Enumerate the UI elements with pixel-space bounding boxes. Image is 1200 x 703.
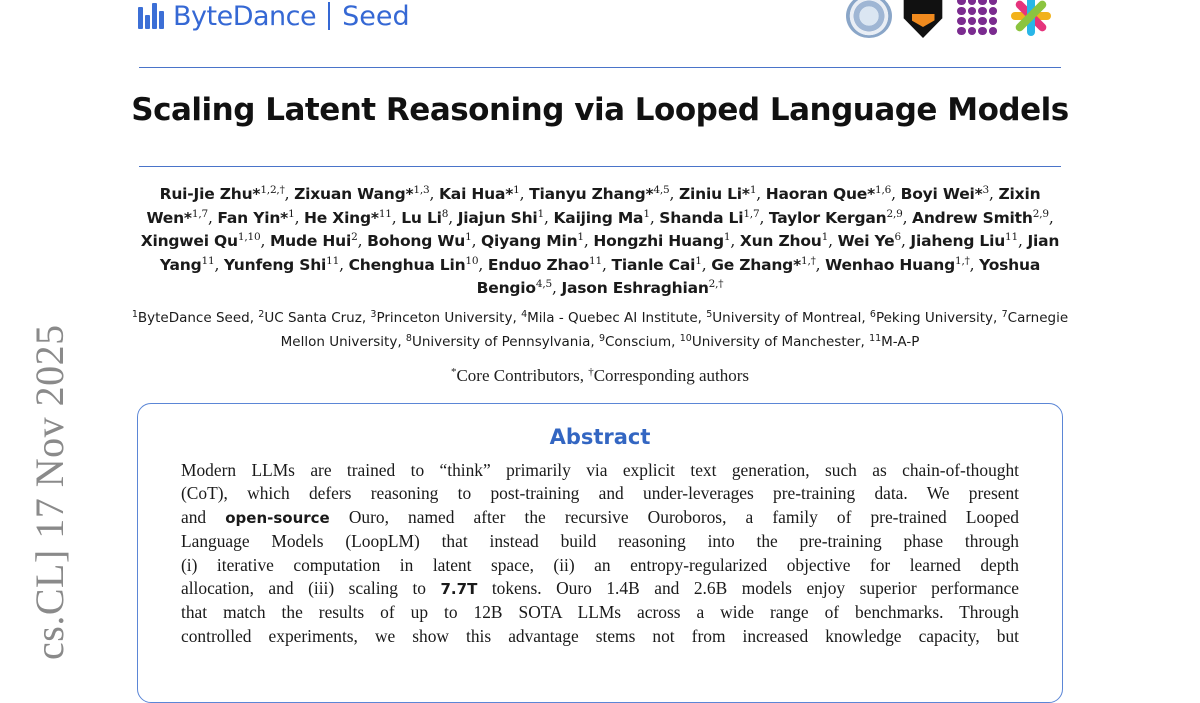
author-affiliation-marks: 1 bbox=[723, 231, 731, 244]
author-name: Yoshua Bengio bbox=[476, 255, 1041, 298]
affiliation-number: 11 bbox=[869, 332, 882, 344]
author-entry bbox=[766, 185, 891, 203]
affiliation-number: 1 bbox=[131, 309, 138, 320]
author-entry bbox=[679, 185, 756, 203]
affiliation-entry bbox=[406, 334, 590, 350]
abstract-text-segment: Ouro, named after the recursive Ouroboros, a family of pre-trained Looped bbox=[329, 506, 1019, 527]
author-list: Rui-Jie Zhu*$^{1,2,\dagger}$, Zixuan Wang*$^{1,3}$, Kai Hua*$^1$, Tianyu Zhang*$^{4,5}$, Ziniu Li*$^1$, Haoran Que*$^{1,6}$, Boyi Wei*$^3$, Zixin Wen*$^{1,7}$, Fan Yin*$^1$, He Xing*$^{11}$, Lu Li$^8$, Jiajun Shi$^1$, Kaijing Ma$^1$, Shanda Li$^{1,7}$, Taylor Kergan$^{2,9}$, Andrew Smith$^{2,9}$, Xingwei Qu$^{1,10}$, Mude Hui$^2$, Bohong Wu$^1$, Qiyang Min$^1$, Hongzhi Huang$^1$, Xun Zhou$^1$, Wei Ye$^6$, Jiaheng Liu$^{11}$, Jian Yang$^{11}$, Yunfeng Shi$^{11}$, Chenghua Lin$^{10}$, Enduo Zhao$^{11}$, Tianle Cai$^1$, Ge Zhang*$^{1,\dagger}$, Wenhao Huang$^{1,\dagger}$, Yoshua Bengio$^{4,5}$, Jason Eshraghian$^{2,\dagger}$ bbox=[140, 184, 1060, 298]
author-name: Qiyang Min bbox=[481, 232, 578, 251]
affiliation-number: 3 bbox=[370, 309, 377, 320]
author-affiliation-marks: 1,7 bbox=[743, 207, 760, 220]
core-contributors-note: Core Contributors, bbox=[456, 366, 584, 385]
bytedance-seed-logo bbox=[138, 0, 410, 34]
corresponding-authors-note: Corresponding authors bbox=[593, 366, 750, 385]
author-entry bbox=[439, 185, 520, 203]
author-affiliation-marks: 2,9 bbox=[886, 207, 903, 220]
abstract-text-segment: tokens. Ouro 1.4B and 2.6B models enjoy superior performance bbox=[477, 578, 1019, 599]
author-affiliation-marks: 1,3 bbox=[413, 184, 430, 196]
author-affiliation-marks: 6 bbox=[894, 231, 901, 244]
author-entry bbox=[561, 279, 723, 297]
affiliation-name: Carnegie Mellon University bbox=[280, 310, 1069, 350]
affiliation-entry bbox=[870, 310, 993, 326]
author-entry bbox=[349, 256, 479, 274]
affiliation-entry bbox=[869, 334, 919, 350]
author-affiliation-marks: 4,5 bbox=[653, 184, 670, 196]
author-name: Boyi Wei* bbox=[900, 185, 983, 203]
author-affiliation-marks: 1 bbox=[643, 207, 650, 220]
affiliation-number: 9 bbox=[598, 332, 605, 344]
author-affiliation-marks: 11 bbox=[201, 254, 215, 267]
author-entry bbox=[593, 232, 730, 250]
abstract-line bbox=[181, 459, 1019, 482]
author-name: Andrew Smith bbox=[912, 208, 1033, 227]
author-affiliation-marks: 1 bbox=[821, 231, 829, 244]
colorful-star-icon bbox=[1008, 0, 1054, 38]
author-entry bbox=[659, 209, 759, 227]
affiliation-name: Princeton University bbox=[376, 310, 513, 326]
bytedance-bars-icon bbox=[138, 3, 164, 29]
author-name: Lu Li bbox=[401, 208, 442, 227]
author-name: Zixin Wen* bbox=[146, 185, 1041, 227]
abstract-text-segment: (CoT), which defers reasoning to post-training and under-leverages pre-training data. We present bbox=[181, 483, 1019, 504]
affiliation-name: University of Montreal bbox=[712, 310, 862, 326]
affiliation-name: University of Pennsylvania bbox=[411, 333, 591, 350]
author-name: Tianyu Zhang* bbox=[529, 185, 654, 203]
author-entry bbox=[224, 256, 339, 274]
affiliation-entry bbox=[599, 334, 671, 350]
author-name: Shanda Li bbox=[659, 208, 744, 227]
author-name: Wei Ye bbox=[837, 232, 895, 251]
author-name: Mude Hui bbox=[269, 232, 352, 251]
author-name: Xun Zhou bbox=[739, 232, 822, 251]
abstract-line bbox=[181, 530, 1019, 553]
author-affiliation-marks: 2,† bbox=[708, 278, 724, 291]
abstract-line bbox=[181, 506, 1019, 530]
affiliation-name: ByteDance Seed bbox=[137, 310, 250, 326]
author-name: Rui-Jie Zhu* bbox=[159, 185, 261, 203]
affiliation-number: 6 bbox=[869, 309, 876, 320]
author-affiliation-marks: 10 bbox=[465, 254, 479, 267]
header-rule bbox=[139, 67, 1061, 68]
author-affiliation-marks: 1 bbox=[749, 184, 757, 196]
corresponding-mark: † bbox=[588, 366, 594, 378]
abstract-emphasis: open-source bbox=[225, 508, 330, 527]
brand-divider bbox=[328, 2, 330, 30]
affiliation-number: 4 bbox=[521, 309, 528, 320]
author-affiliation-marks: 1,10 bbox=[237, 231, 261, 244]
author-affiliation-marks: 1 bbox=[288, 207, 295, 220]
author-name: Enduo Zhao bbox=[487, 255, 590, 274]
author-affiliation-marks: 11 bbox=[1005, 231, 1019, 244]
author-entry bbox=[825, 256, 970, 274]
yale-seal-icon bbox=[846, 0, 892, 38]
abstract-text-segment: allocation, and (iii) scaling to bbox=[181, 578, 441, 599]
contribution-notes bbox=[0, 366, 1200, 386]
author-affiliation-marks: 11 bbox=[589, 254, 603, 267]
affiliation-name: University of Manchester bbox=[691, 333, 861, 350]
author-entry bbox=[367, 232, 472, 250]
author-affiliation-marks: 11 bbox=[378, 207, 392, 220]
affiliation-name: Peking University bbox=[875, 310, 994, 326]
abstract-body bbox=[181, 459, 1019, 648]
abstract-heading: Abstract bbox=[549, 425, 651, 449]
author-entry bbox=[160, 185, 285, 203]
abstract-line bbox=[181, 482, 1019, 505]
affiliation-list: $^1$ByteDance Seed, $^2$UC Santa Cruz, $^3$Princeton University, $^4$Mila - Quebec AI Institute, $^5$University of Montreal, $^6$Peking University, $^7$Carnegie Mellon University, $^8$University of Pennsylvania, $^9$Conscium, $^{10}$University of Manchester, $^{11}$M-A-P bbox=[131, 309, 1069, 350]
abstract-text-segment: controlled experiments, we show this advantage stems not from increased knowledge capacity, but bbox=[181, 625, 1019, 646]
author-entry bbox=[270, 232, 358, 250]
author-name: Ziniu Li* bbox=[678, 185, 750, 203]
institution-logos bbox=[846, 0, 1054, 38]
author-affiliation-marks: 8 bbox=[441, 207, 449, 220]
author-affiliation-marks: 4,5 bbox=[535, 278, 552, 291]
author-entry bbox=[529, 185, 669, 203]
affiliation-entry bbox=[370, 310, 512, 326]
affiliation-entry bbox=[680, 334, 861, 350]
affiliation-entry bbox=[258, 310, 362, 326]
author-affiliation-marks: 1 bbox=[513, 184, 520, 196]
princeton-shield-icon bbox=[900, 0, 946, 38]
abstract-line bbox=[181, 625, 1019, 648]
author-affiliation-marks: 3 bbox=[982, 184, 990, 196]
affiliation-entry bbox=[521, 310, 698, 326]
author-entry bbox=[294, 185, 429, 203]
author-entry bbox=[740, 232, 828, 250]
author-affiliation-marks: 1,7 bbox=[191, 207, 208, 220]
author-entry bbox=[304, 209, 392, 227]
abstract-emphasis: 7.7T bbox=[440, 580, 478, 599]
affiliation-name: Conscium bbox=[604, 333, 672, 350]
author-entry bbox=[488, 256, 602, 274]
core-mark: * bbox=[450, 366, 457, 378]
author-name: Yunfeng Shi bbox=[223, 255, 327, 274]
author-entry bbox=[611, 256, 701, 274]
abstract-line bbox=[181, 554, 1019, 577]
abstract-text-segment: Language Models (LoopLM) that instead build reasoning into the pre-training phase through bbox=[181, 531, 1019, 552]
author-affiliation-marks: 1,2,† bbox=[260, 184, 285, 196]
author-name: Jiajun Shi bbox=[457, 208, 538, 227]
author-affiliation-marks: 11 bbox=[326, 254, 340, 267]
author-entry bbox=[141, 232, 261, 250]
author-name: Hongzhi Huang bbox=[593, 232, 724, 251]
author-name: Tianle Cai bbox=[611, 255, 696, 274]
affiliation-entry bbox=[706, 310, 861, 326]
brand-name: ByteDance bbox=[173, 0, 317, 32]
author-name: Bohong Wu bbox=[367, 232, 466, 251]
author-name: Fan Yin* bbox=[217, 208, 289, 227]
author-entry bbox=[458, 209, 544, 227]
abstract-line bbox=[181, 577, 1019, 601]
author-entry bbox=[910, 232, 1018, 250]
author-name: Xingwei Qu bbox=[140, 232, 238, 251]
author-entry bbox=[901, 185, 989, 203]
abstract-text-segment: (i) iterative computation in latent space, (ii) an entropy-regularized objective for learned depth bbox=[181, 554, 1019, 575]
abstract-text-segment: and bbox=[181, 506, 226, 527]
author-name: Kaijing Ma bbox=[553, 208, 644, 227]
author-name: Ge Zhang* bbox=[711, 255, 801, 274]
author-affiliation-marks: 1 bbox=[537, 207, 545, 220]
author-name: Zixuan Wang* bbox=[294, 185, 414, 203]
author-entry bbox=[481, 232, 584, 250]
author-entry bbox=[912, 209, 1049, 227]
paper-title: Scaling Latent Reasoning via Looped Language Models bbox=[131, 92, 1069, 128]
author-entry bbox=[838, 232, 901, 250]
abstract-text-segment: Modern LLMs are trained to “think” primarily via explicit text generation, such as chain-of-thought bbox=[181, 460, 1019, 480]
author-entry bbox=[711, 256, 815, 274]
affiliation-name: Mila - Quebec AI Institute bbox=[527, 310, 698, 326]
author-affiliation-marks: 1 bbox=[695, 254, 702, 267]
author-name: Chenghua Lin bbox=[348, 255, 466, 274]
title-rule bbox=[139, 166, 1061, 167]
author-entry bbox=[554, 209, 650, 227]
author-name: Jason Eshraghian bbox=[561, 279, 709, 298]
affiliation-name: M-A-P bbox=[881, 333, 920, 350]
author-affiliation-marks: 1,† bbox=[954, 254, 970, 267]
author-entry bbox=[217, 209, 294, 227]
brand-suffix: Seed bbox=[342, 0, 410, 32]
author-entry bbox=[401, 209, 448, 227]
affiliation-number: 5 bbox=[706, 309, 713, 320]
affiliation-entry bbox=[132, 310, 250, 326]
author-name: He Xing* bbox=[304, 208, 379, 227]
affiliation-number: 8 bbox=[405, 332, 412, 344]
author-name: Jiaheng Liu bbox=[910, 232, 1006, 251]
author-affiliation-marks: 1,6 bbox=[875, 184, 892, 196]
author-name: Taylor Kergan bbox=[768, 208, 887, 227]
abstract-text-segment: that match the results of up to 12B SOTA LLMs across a wide range of benchmarks. Through bbox=[181, 602, 1019, 623]
author-affiliation-marks: 1 bbox=[465, 231, 472, 244]
author-name: Kai Hua* bbox=[439, 185, 514, 203]
author-affiliation-marks: 2,9 bbox=[1032, 207, 1049, 220]
affiliation-number: 10 bbox=[679, 332, 692, 344]
affiliation-name: UC Santa Cruz bbox=[264, 310, 362, 326]
penn-dots-icon bbox=[954, 0, 1000, 38]
author-affiliation-marks: 2 bbox=[351, 231, 358, 244]
arxiv-stamp: cs.CL] 17 Nov 2025 bbox=[27, 324, 72, 660]
author-name: Haoran Que* bbox=[765, 185, 876, 203]
author-affiliation-marks: 1,† bbox=[801, 254, 816, 267]
abstract-line bbox=[181, 601, 1019, 624]
affiliation-number: 7 bbox=[1001, 309, 1008, 320]
affiliation-number: 2 bbox=[258, 309, 265, 320]
author-affiliation-marks: 1 bbox=[577, 231, 584, 244]
author-name: Jian Yang bbox=[159, 232, 1060, 274]
author-entry bbox=[769, 209, 903, 227]
author-name: Wenhao Huang bbox=[825, 255, 955, 274]
